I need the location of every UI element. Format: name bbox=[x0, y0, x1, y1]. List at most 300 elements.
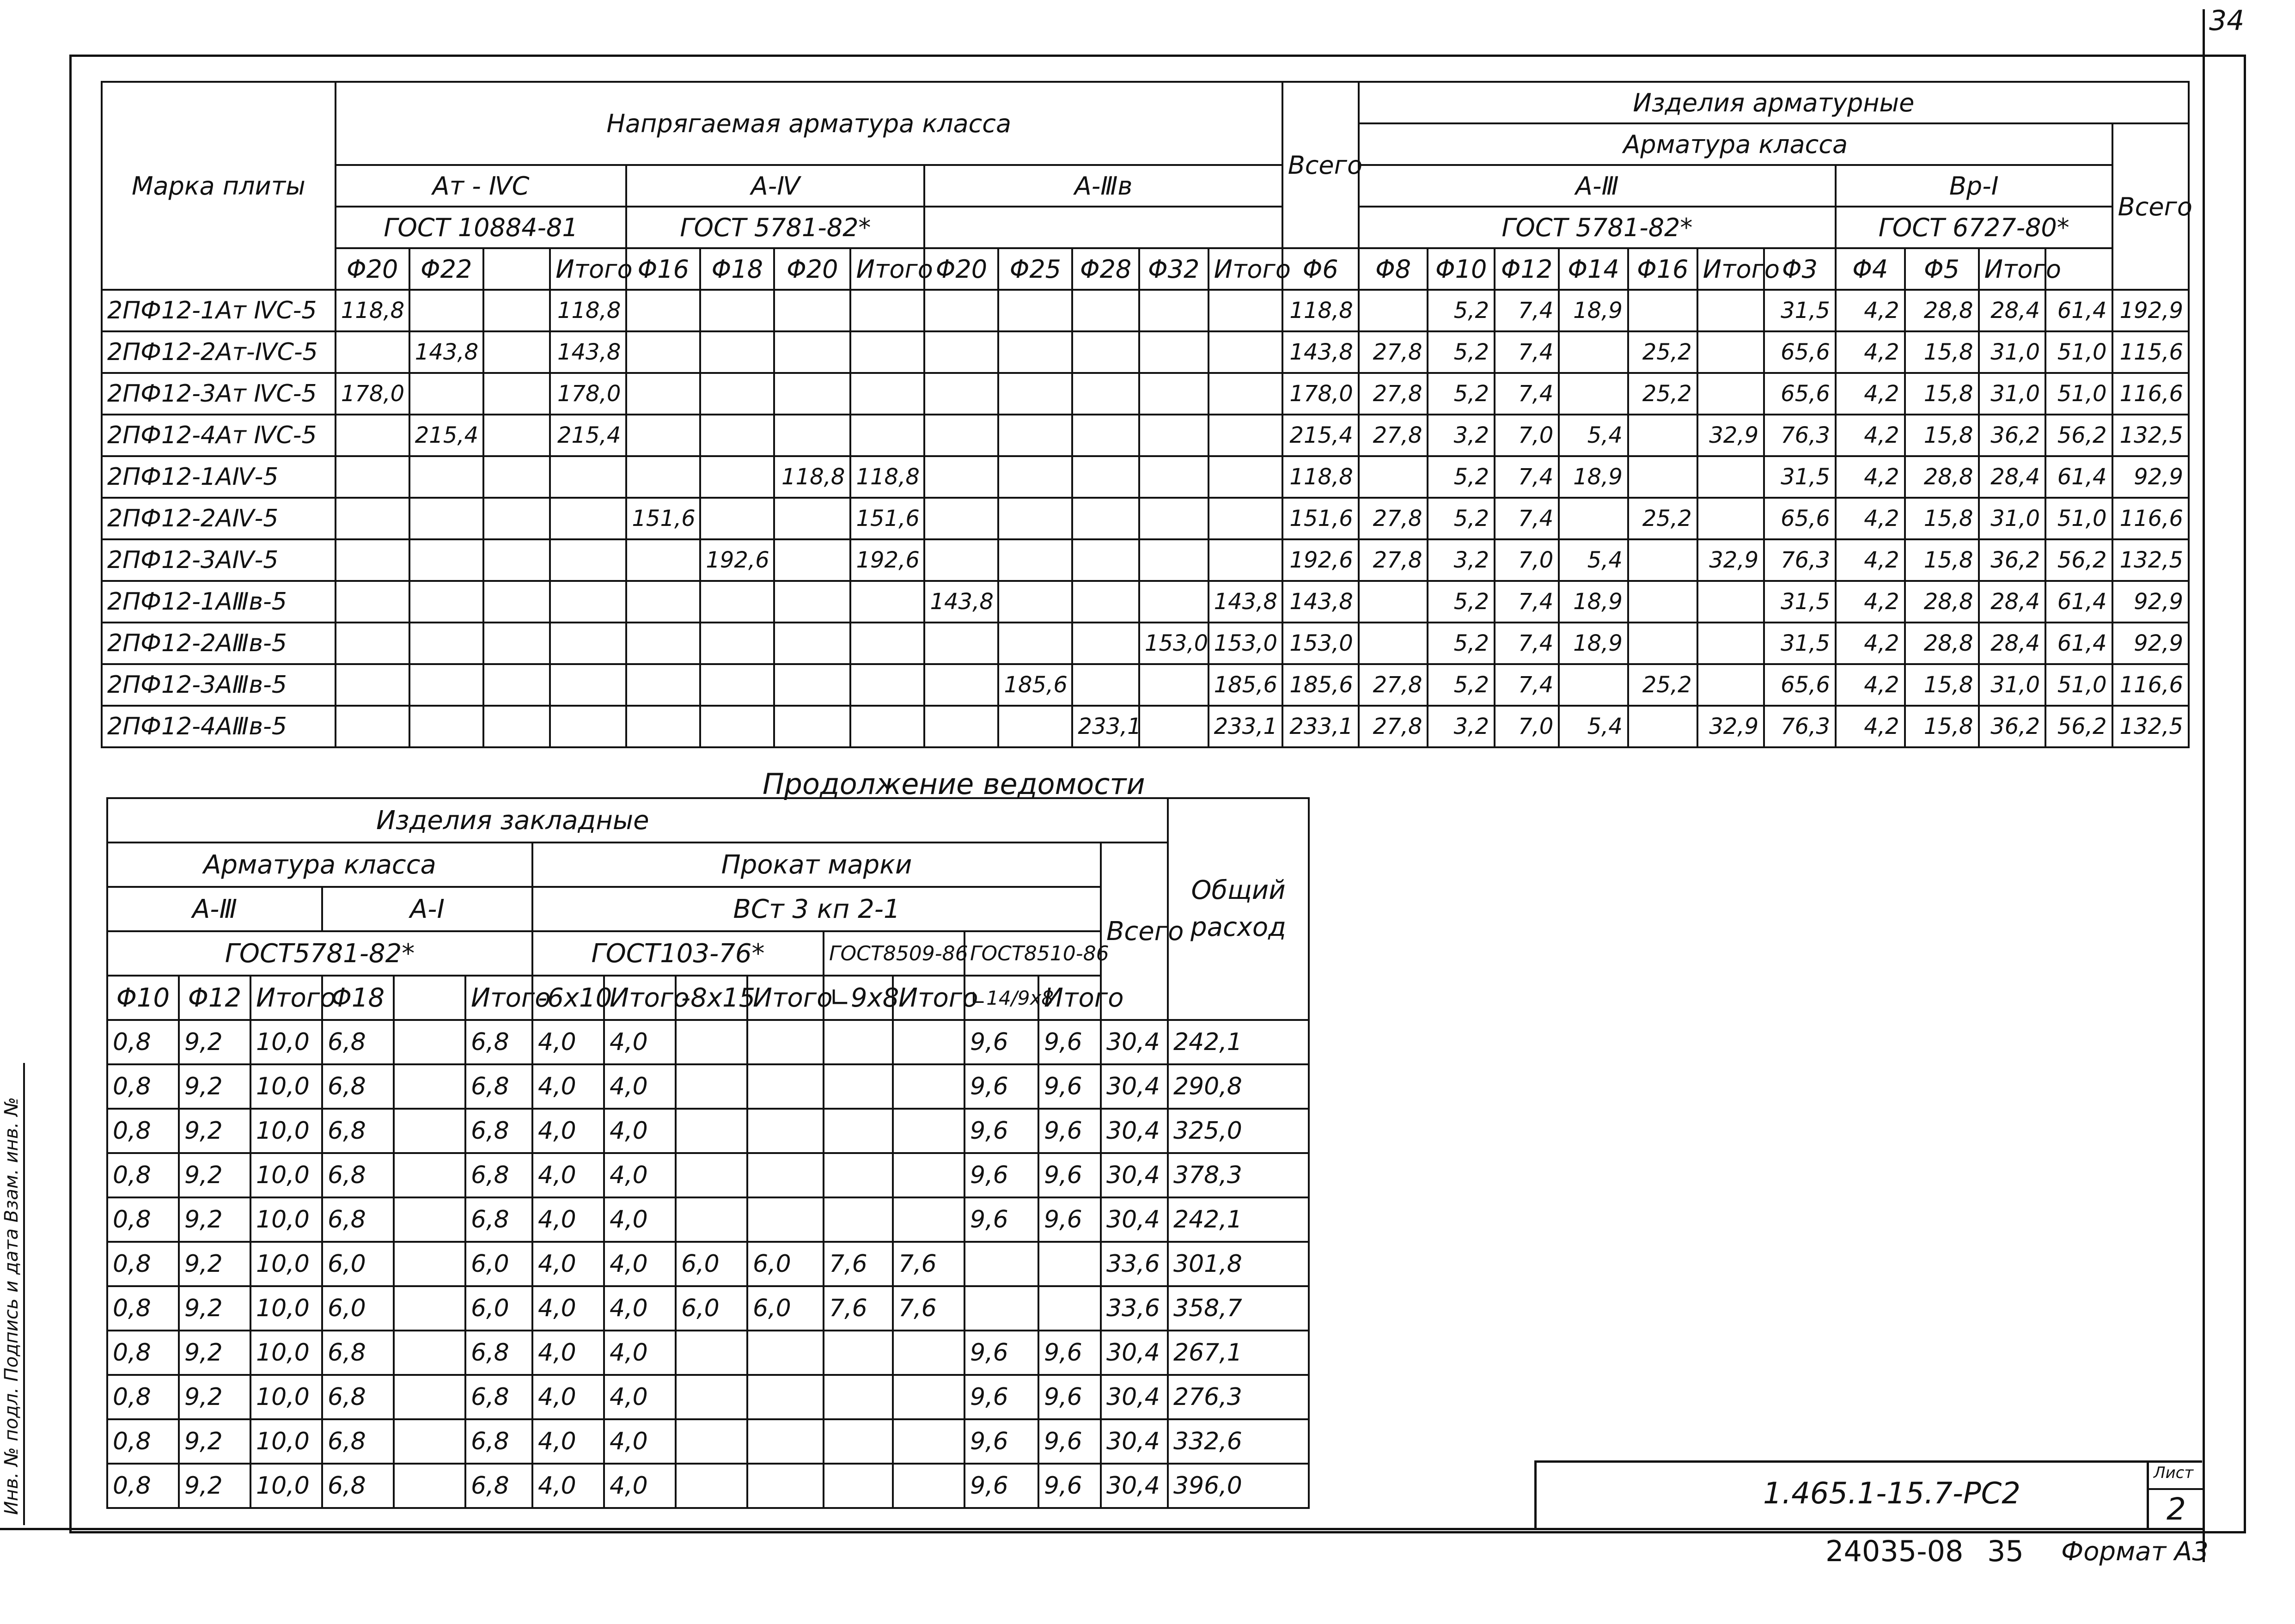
sub-header-2: ∟14/9х8 bbox=[964, 976, 1038, 1020]
table-cell: 4,0 bbox=[532, 1020, 604, 1064]
table-cell: 6,8 bbox=[465, 1153, 532, 1197]
table-cell: 143,8 bbox=[550, 331, 626, 373]
table-cell bbox=[700, 290, 774, 331]
table-cell bbox=[998, 498, 1072, 539]
gost-5781-a: ГОСТ 5781-82* bbox=[626, 207, 924, 248]
table-cell bbox=[1072, 539, 1139, 581]
table-cell bbox=[1559, 373, 1628, 415]
table-cell bbox=[924, 498, 998, 539]
table-cell: 9,2 bbox=[179, 1464, 250, 1508]
table-cell bbox=[774, 498, 850, 539]
table-cell: 5,4 bbox=[1559, 539, 1628, 581]
table-cell bbox=[409, 498, 483, 539]
sheet-box bbox=[2147, 1463, 2204, 1530]
table-cell bbox=[409, 456, 483, 498]
table-cell: 9,6 bbox=[964, 1464, 1038, 1508]
table-cell: 185,6 bbox=[1282, 664, 1359, 706]
table-cell bbox=[774, 623, 850, 664]
plate-mark: 2ПФ12-3АⅢв-5 bbox=[102, 664, 336, 706]
table-cell bbox=[774, 706, 850, 747]
table-cell bbox=[676, 1331, 747, 1375]
table-cell: 31,0 bbox=[1979, 331, 2046, 373]
table-cell: 51,0 bbox=[2045, 498, 2112, 539]
table-cell bbox=[1072, 456, 1139, 498]
table-row bbox=[102, 290, 2189, 331]
gost-8509: ГОСТ8509-86 bbox=[824, 931, 964, 976]
table-cell: 6,0 bbox=[322, 1242, 394, 1286]
table-cell bbox=[1038, 1286, 1101, 1331]
table-cell bbox=[394, 1286, 465, 1331]
table-cell bbox=[824, 1197, 893, 1242]
table-cell: 5,4 bbox=[1559, 706, 1628, 747]
table-cell bbox=[1628, 415, 1697, 456]
table-cell bbox=[1209, 498, 1282, 539]
table-cell: 4,0 bbox=[532, 1109, 604, 1153]
table-cell: 9,2 bbox=[179, 1375, 250, 1419]
table-cell: 9,2 bbox=[179, 1109, 250, 1153]
table-cell: 92,9 bbox=[2112, 456, 2189, 498]
table-cell: 267,1 bbox=[1168, 1331, 1309, 1375]
plate-mark: 2ПФ12-3АⅣ-5 bbox=[102, 539, 336, 581]
table-cell bbox=[1072, 415, 1139, 456]
table-cell bbox=[824, 1020, 893, 1064]
table-cell: 65,6 bbox=[1764, 498, 1836, 539]
table-cell bbox=[336, 539, 409, 581]
table-cell: 28,8 bbox=[1905, 290, 1979, 331]
table-cell: 151,6 bbox=[850, 498, 924, 539]
table-cell: 192,6 bbox=[850, 539, 924, 581]
table-cell: 6,8 bbox=[322, 1153, 394, 1197]
table-cell: 33,6 bbox=[1101, 1242, 1168, 1286]
table-cell bbox=[747, 1064, 824, 1109]
table-cell bbox=[626, 331, 700, 373]
table-cell bbox=[1072, 331, 1139, 373]
group-rebar-class-2: Арматура класса bbox=[107, 843, 532, 887]
table-cell bbox=[483, 290, 550, 331]
format-label: Формат А3 bbox=[2061, 1537, 2209, 1567]
right-edge-line bbox=[2203, 9, 2205, 1562]
table-cell: 15,8 bbox=[1905, 498, 1979, 539]
table-cell bbox=[774, 581, 850, 623]
table-cell: 301,8 bbox=[1168, 1242, 1309, 1286]
table-cell bbox=[394, 1242, 465, 1286]
table-cell bbox=[336, 498, 409, 539]
table-cell: 7,0 bbox=[1495, 706, 1559, 747]
table-cell: 233,1 bbox=[1072, 706, 1139, 747]
table-cell bbox=[924, 706, 998, 747]
table-cell bbox=[1139, 706, 1209, 747]
table-cell bbox=[850, 623, 924, 664]
table-cell bbox=[1697, 290, 1764, 331]
table-cell: 192,6 bbox=[1282, 539, 1359, 581]
table-cell bbox=[1072, 498, 1139, 539]
table-cell bbox=[1559, 331, 1628, 373]
table-cell: 4,0 bbox=[604, 1419, 676, 1464]
table-cell bbox=[850, 664, 924, 706]
sub-header: Φ12 bbox=[1495, 248, 1559, 290]
table-cell: 5,2 bbox=[1428, 373, 1495, 415]
table-cell bbox=[394, 1419, 465, 1464]
table-cell: 9,2 bbox=[179, 1419, 250, 1464]
table-cell: 31,0 bbox=[1979, 498, 2046, 539]
table-cell: 5,2 bbox=[1428, 290, 1495, 331]
sub-header: Итого bbox=[1697, 248, 1764, 290]
table-cell: 7,4 bbox=[1495, 290, 1559, 331]
table-cell bbox=[964, 1286, 1038, 1331]
table-cell: 0,8 bbox=[107, 1197, 179, 1242]
table-cell bbox=[824, 1419, 893, 1464]
table-cell: 28,4 bbox=[1979, 290, 2046, 331]
table-cell bbox=[1628, 456, 1697, 498]
table-cell: 153,0 bbox=[1139, 623, 1209, 664]
table-cell: 4,2 bbox=[1836, 373, 1905, 415]
table-cell: 178,0 bbox=[1282, 373, 1359, 415]
table-cell: 4,0 bbox=[532, 1464, 604, 1508]
table-cell: 178,0 bbox=[336, 373, 409, 415]
table-cell: 36,2 bbox=[1979, 706, 2046, 747]
table-cell: 9,6 bbox=[964, 1375, 1038, 1419]
sub-header-2: ∟9х8 bbox=[824, 976, 893, 1020]
table-cell: 3,2 bbox=[1428, 415, 1495, 456]
table-cell: 215,4 bbox=[550, 415, 626, 456]
table-cell bbox=[336, 623, 409, 664]
page-number: 35 bbox=[1987, 1534, 2024, 1568]
table-cell: 4,2 bbox=[1836, 581, 1905, 623]
col-total-prestressed: Всего bbox=[1282, 82, 1359, 248]
table-cell: 7,4 bbox=[1495, 498, 1559, 539]
table-cell: 15,8 bbox=[1905, 664, 1979, 706]
col-total-2: Всего bbox=[1101, 843, 1168, 1020]
table-cell: 118,8 bbox=[336, 290, 409, 331]
table-cell: 30,4 bbox=[1101, 1419, 1168, 1464]
table-cell bbox=[676, 1020, 747, 1064]
table-cell: 4,2 bbox=[1836, 331, 1905, 373]
table-cell: 15,8 bbox=[1905, 415, 1979, 456]
table-cell bbox=[336, 706, 409, 747]
gost-103: ГОСТ103-76* bbox=[532, 931, 824, 976]
group-prestressed: Напрягаемая арматура класса bbox=[336, 82, 1282, 165]
sheet-divider bbox=[2149, 1488, 2204, 1490]
table-cell: 215,4 bbox=[1282, 415, 1359, 456]
table-cell bbox=[998, 581, 1072, 623]
table-cell: 7,4 bbox=[1495, 331, 1559, 373]
table-cell bbox=[893, 1020, 964, 1064]
table-row bbox=[102, 664, 2189, 706]
sub-header: Φ18 bbox=[700, 248, 774, 290]
sub-header: Φ25 bbox=[998, 248, 1072, 290]
table-cell: 28,8 bbox=[1905, 456, 1979, 498]
table-cell bbox=[1209, 331, 1282, 373]
sub-header: Φ20 bbox=[336, 248, 409, 290]
table-cell bbox=[700, 664, 774, 706]
table-cell bbox=[824, 1331, 893, 1375]
table-cell bbox=[676, 1153, 747, 1197]
table-cell bbox=[774, 539, 850, 581]
table-cell: 65,6 bbox=[1764, 664, 1836, 706]
sub-header: Φ4 bbox=[1836, 248, 1905, 290]
table-cell: 0,8 bbox=[107, 1419, 179, 1464]
table-cell bbox=[893, 1153, 964, 1197]
table-cell: 10,0 bbox=[250, 1419, 322, 1464]
table-cell bbox=[483, 539, 550, 581]
table-row bbox=[107, 1020, 1309, 1064]
table-cell bbox=[893, 1331, 964, 1375]
table-cell: 27,8 bbox=[1359, 706, 1428, 747]
table-cell: 7,0 bbox=[1495, 415, 1559, 456]
table-cell bbox=[483, 623, 550, 664]
table-cell bbox=[676, 1197, 747, 1242]
table-cell bbox=[676, 1464, 747, 1508]
table-row bbox=[102, 581, 2189, 623]
table-cell: 6,0 bbox=[322, 1286, 394, 1331]
table-cell: 0,8 bbox=[107, 1464, 179, 1508]
table-cell: 151,6 bbox=[1282, 498, 1359, 539]
group-items: Изделия арматурные bbox=[1359, 82, 2189, 123]
table-cell: 6,8 bbox=[465, 1375, 532, 1419]
table-cell: 92,9 bbox=[2112, 581, 2189, 623]
table-cell: 118,8 bbox=[1282, 456, 1359, 498]
table-cell: 9,2 bbox=[179, 1331, 250, 1375]
table-cell: 4,0 bbox=[532, 1419, 604, 1464]
gost-5781-2: ГОСТ5781-82* bbox=[107, 931, 532, 976]
table-cell: 56,2 bbox=[2045, 706, 2112, 747]
table-row bbox=[102, 498, 2189, 539]
table-cell: 51,0 bbox=[2045, 373, 2112, 415]
table-cell: 4,2 bbox=[1836, 623, 1905, 664]
table-cell: 15,8 bbox=[1905, 331, 1979, 373]
sub-header: Φ22 bbox=[409, 248, 483, 290]
table-cell bbox=[700, 581, 774, 623]
table-cell bbox=[483, 706, 550, 747]
table-cell: 6,8 bbox=[465, 1331, 532, 1375]
table-cell bbox=[893, 1464, 964, 1508]
table-cell: 325,0 bbox=[1168, 1109, 1309, 1153]
table-cell: 10,0 bbox=[250, 1286, 322, 1331]
table-cell bbox=[483, 373, 550, 415]
table-cell: 242,1 bbox=[1168, 1197, 1309, 1242]
table-cell bbox=[336, 581, 409, 623]
sub-header: Φ16 bbox=[1628, 248, 1697, 290]
table-cell: 33,6 bbox=[1101, 1286, 1168, 1331]
table-cell bbox=[824, 1464, 893, 1508]
table-cell: 18,9 bbox=[1559, 581, 1628, 623]
class-a3: А-Ⅲ bbox=[1359, 165, 1836, 207]
table-cell: 7,4 bbox=[1495, 373, 1559, 415]
table-cell: 31,5 bbox=[1764, 290, 1836, 331]
table-cell: 233,1 bbox=[1282, 706, 1359, 747]
table-cell bbox=[824, 1153, 893, 1197]
class-vr1: Вр-Ⅰ bbox=[1836, 165, 2112, 207]
table-cell: 6,0 bbox=[747, 1242, 824, 1286]
table-cell: 4,0 bbox=[604, 1464, 676, 1508]
table-cell bbox=[483, 331, 550, 373]
table-row bbox=[102, 623, 2189, 664]
plate-mark: 2ПФ12-2АⅢв-5 bbox=[102, 623, 336, 664]
table-cell bbox=[893, 1419, 964, 1464]
table-cell bbox=[747, 1020, 824, 1064]
table-cell bbox=[893, 1109, 964, 1153]
sub-header: Φ10 bbox=[1428, 248, 1495, 290]
table-cell bbox=[774, 331, 850, 373]
table-cell bbox=[1209, 539, 1282, 581]
table-cell: 6,0 bbox=[676, 1286, 747, 1331]
table-cell: 30,4 bbox=[1101, 1020, 1168, 1064]
table-cell bbox=[676, 1109, 747, 1153]
table-cell: 143,8 bbox=[1282, 581, 1359, 623]
table-cell bbox=[747, 1419, 824, 1464]
table-cell: 61,4 bbox=[2045, 623, 2112, 664]
table-cell: 61,4 bbox=[2045, 456, 2112, 498]
table-cell: 9,6 bbox=[964, 1331, 1038, 1375]
table-cell bbox=[394, 1197, 465, 1242]
sub-header-2: Итого bbox=[250, 976, 322, 1020]
col-total-items: Всего bbox=[2112, 123, 2189, 290]
table-cell: 27,8 bbox=[1359, 539, 1428, 581]
table-cell bbox=[1628, 581, 1697, 623]
table-cell bbox=[1359, 581, 1428, 623]
sub-header: Итого bbox=[850, 248, 924, 290]
table-cell bbox=[394, 1464, 465, 1508]
table-cell: 4,0 bbox=[604, 1331, 676, 1375]
table-cell: 3,2 bbox=[1428, 539, 1495, 581]
table-cell bbox=[998, 706, 1072, 747]
table-cell bbox=[1628, 623, 1697, 664]
sub-header-2: Φ18 bbox=[322, 976, 394, 1020]
table-cell: 27,8 bbox=[1359, 498, 1428, 539]
table-cell bbox=[1697, 581, 1764, 623]
table-cell bbox=[1209, 456, 1282, 498]
table-cell: 143,8 bbox=[409, 331, 483, 373]
plate-mark: 2ПФ12-3Ат ⅣС-5 bbox=[102, 373, 336, 415]
sub-header-2 bbox=[394, 976, 465, 1020]
table-cell: 56,2 bbox=[2045, 415, 2112, 456]
reinforcement-table-body bbox=[102, 290, 2189, 747]
table-cell: 9,6 bbox=[1038, 1020, 1101, 1064]
table-cell: 31,5 bbox=[1764, 581, 1836, 623]
margin-stamp-text: Инв. № подл. Подпись и дата Взам. инв. № bbox=[1, 1097, 22, 1515]
table-cell: 25,2 bbox=[1628, 498, 1697, 539]
table-cell bbox=[1139, 539, 1209, 581]
archive-number: 24035-08 bbox=[1825, 1534, 1964, 1568]
table-cell: 0,8 bbox=[107, 1331, 179, 1375]
col-overall: Общий расход bbox=[1168, 798, 1309, 1020]
table-cell bbox=[1628, 290, 1697, 331]
table-cell: 9,2 bbox=[179, 1242, 250, 1286]
table-cell: 396,0 bbox=[1168, 1464, 1309, 1508]
table-cell: 6,8 bbox=[465, 1020, 532, 1064]
table-cell: 6,0 bbox=[465, 1286, 532, 1331]
table-cell bbox=[1628, 539, 1697, 581]
table-cell: 0,8 bbox=[107, 1153, 179, 1197]
table-cell bbox=[824, 1109, 893, 1153]
class-a4: А-Ⅳ bbox=[626, 165, 924, 207]
table-cell: 9,2 bbox=[179, 1286, 250, 1331]
embedded-items-table-body bbox=[107, 1020, 1309, 1508]
table-cell: 4,0 bbox=[604, 1064, 676, 1109]
table-cell bbox=[850, 290, 924, 331]
class-a3v: А-Ⅲв bbox=[924, 165, 1282, 207]
table-cell bbox=[626, 415, 700, 456]
table-cell: 6,8 bbox=[465, 1419, 532, 1464]
table-cell: 9,6 bbox=[964, 1197, 1038, 1242]
table-cell bbox=[626, 664, 700, 706]
table-cell bbox=[1072, 581, 1139, 623]
table-cell: 9,2 bbox=[179, 1064, 250, 1109]
sheet-label: Лист bbox=[2154, 1464, 2194, 1482]
sub-header: Φ6 bbox=[1282, 248, 1359, 290]
table-cell: 28,4 bbox=[1979, 623, 2046, 664]
table-cell bbox=[626, 706, 700, 747]
table-cell bbox=[550, 664, 626, 706]
table-cell: 9,2 bbox=[179, 1153, 250, 1197]
table-cell: 0,8 bbox=[107, 1375, 179, 1419]
gost-empty bbox=[924, 207, 1282, 248]
table-cell bbox=[336, 331, 409, 373]
table-cell: 4,2 bbox=[1836, 498, 1905, 539]
table-cell bbox=[774, 664, 850, 706]
table-cell: 6,8 bbox=[322, 1375, 394, 1419]
table-cell: 118,8 bbox=[850, 456, 924, 498]
table-cell: 7,6 bbox=[824, 1286, 893, 1331]
table-cell bbox=[394, 1375, 465, 1419]
table-cell: 31,5 bbox=[1764, 623, 1836, 664]
plate-mark: 2ПФ12-1АⅢв-5 bbox=[102, 581, 336, 623]
table-cell: 4,2 bbox=[1836, 706, 1905, 747]
table-cell: 36,2 bbox=[1979, 539, 2046, 581]
table-cell bbox=[924, 290, 998, 331]
table-cell: 28,8 bbox=[1905, 581, 1979, 623]
table-cell: 116,6 bbox=[2112, 373, 2189, 415]
table-cell bbox=[676, 1419, 747, 1464]
table-cell bbox=[409, 373, 483, 415]
table-cell: 7,4 bbox=[1495, 623, 1559, 664]
table-cell bbox=[700, 456, 774, 498]
table-cell bbox=[1359, 456, 1428, 498]
table-cell: 31,5 bbox=[1764, 456, 1836, 498]
table-cell bbox=[409, 539, 483, 581]
table-cell bbox=[626, 581, 700, 623]
table-cell: 4,0 bbox=[604, 1375, 676, 1419]
table-cell: 6,8 bbox=[322, 1419, 394, 1464]
table-cell bbox=[1209, 290, 1282, 331]
plate-mark: 2ПФ12-4Ат ⅣС-5 bbox=[102, 415, 336, 456]
table-cell: 9,6 bbox=[1038, 1109, 1101, 1153]
table-cell: 25,2 bbox=[1628, 664, 1697, 706]
table-cell: 276,3 bbox=[1168, 1375, 1309, 1419]
table-cell bbox=[747, 1331, 824, 1375]
table-cell bbox=[747, 1109, 824, 1153]
table-cell bbox=[700, 415, 774, 456]
table-cell: 10,0 bbox=[250, 1464, 322, 1508]
table-cell: 358,7 bbox=[1168, 1286, 1309, 1331]
sub-header-2: -8х15 bbox=[676, 976, 747, 1020]
table-cell bbox=[1072, 664, 1139, 706]
table-cell: 30,4 bbox=[1101, 1331, 1168, 1375]
table-row bbox=[107, 1242, 1309, 1286]
sub-header: Φ16 bbox=[626, 248, 700, 290]
table-cell bbox=[394, 1331, 465, 1375]
table-cell: 118,8 bbox=[550, 290, 626, 331]
table-cell bbox=[1139, 290, 1209, 331]
table-cell bbox=[893, 1375, 964, 1419]
table-cell bbox=[998, 373, 1072, 415]
table-cell: 65,6 bbox=[1764, 373, 1836, 415]
table-cell: 9,6 bbox=[1038, 1331, 1101, 1375]
table-cell: 30,4 bbox=[1101, 1197, 1168, 1242]
table-cell: 178,0 bbox=[550, 373, 626, 415]
table-cell: 378,3 bbox=[1168, 1153, 1309, 1197]
table-cell bbox=[1072, 290, 1139, 331]
